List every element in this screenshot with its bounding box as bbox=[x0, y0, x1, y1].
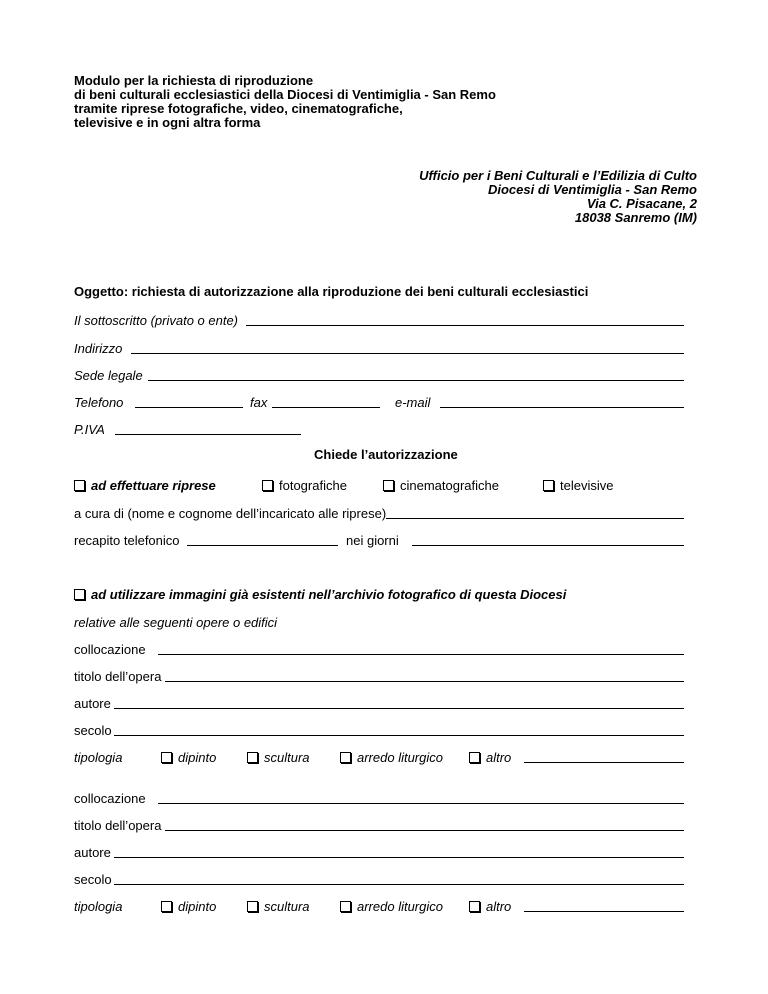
autore-label: autore bbox=[74, 845, 111, 860]
fax-label: fax bbox=[250, 395, 268, 410]
email-field[interactable] bbox=[440, 407, 684, 408]
recapito-label: recapito telefonico bbox=[74, 533, 180, 548]
dipinto-label: dipinto bbox=[178, 899, 217, 914]
fotografiche-label: fotografiche bbox=[279, 478, 347, 493]
autore-label: autore bbox=[74, 696, 111, 711]
telefono-label: Telefono bbox=[74, 395, 124, 410]
checkbox-icon bbox=[469, 901, 480, 912]
collocazione-field[interactable] bbox=[158, 654, 684, 655]
arredo-liturgico-label: arredo liturgico bbox=[357, 899, 443, 914]
office-line-1: Ufficio per i Beni Culturali e l’Edilizia di Culto bbox=[419, 168, 697, 183]
secolo-field[interactable] bbox=[114, 735, 684, 736]
office-line-2: Diocesi di Ventimiglia - San Remo bbox=[487, 182, 697, 197]
scultura-label: scultura bbox=[264, 899, 310, 914]
autore-field[interactable] bbox=[114, 857, 684, 858]
titolo-label: titolo dell’opera bbox=[74, 669, 162, 684]
checkbox-icon bbox=[74, 480, 85, 491]
altro-field[interactable] bbox=[524, 911, 684, 912]
secolo-field[interactable] bbox=[114, 884, 684, 885]
checkbox-icon bbox=[247, 901, 258, 912]
checkbox-icon bbox=[262, 480, 273, 491]
checkbox-icon bbox=[469, 752, 480, 763]
piva-field[interactable] bbox=[115, 434, 301, 435]
option-cinematografiche[interactable] bbox=[383, 478, 499, 494]
altro-label: altro bbox=[486, 750, 512, 765]
cinematografiche-label: cinematografiche bbox=[400, 478, 499, 493]
email-label: e-mail bbox=[395, 395, 431, 410]
office-line-3: Via C. Pisacane, 2 bbox=[586, 196, 697, 211]
checkbox-icon bbox=[340, 752, 351, 763]
telefono-field[interactable] bbox=[135, 407, 243, 408]
checkbox-icon bbox=[340, 901, 351, 912]
option-arredo-liturgico[interactable] bbox=[340, 899, 443, 915]
indirizzo-field[interactable] bbox=[131, 353, 684, 354]
altro-label: altro bbox=[486, 899, 512, 914]
scultura-label: scultura bbox=[264, 750, 310, 765]
checkbox-icon bbox=[247, 752, 258, 763]
option-altro[interactable] bbox=[469, 899, 511, 915]
checkbox-icon bbox=[74, 589, 85, 600]
collocazione-label: collocazione bbox=[74, 642, 146, 657]
sottoscritto-field[interactable] bbox=[246, 325, 684, 326]
sottoscritto-label: Il sottoscritto (privato o ente) bbox=[74, 313, 239, 328]
chiede-heading: Chiede l’autorizzazione bbox=[314, 447, 458, 462]
piva-label: P.IVA bbox=[74, 422, 105, 437]
recapito-field[interactable] bbox=[187, 545, 338, 546]
option-scultura[interactable] bbox=[247, 899, 310, 915]
form-title-line-3: tramite riprese fotografiche, video, cinematografiche, bbox=[74, 101, 403, 116]
autore-field[interactable] bbox=[114, 708, 684, 709]
altro-field[interactable] bbox=[524, 762, 684, 763]
checkbox-icon bbox=[161, 752, 172, 763]
tipologia-label: tipologia bbox=[74, 750, 123, 765]
a-cura-di-label: a cura di (nome e cognome dell’incaricato alle riprese) bbox=[74, 506, 387, 521]
nei-giorni-field[interactable] bbox=[412, 545, 684, 546]
arredo-liturgico-label: arredo liturgico bbox=[357, 750, 443, 765]
a-cura-di-field[interactable] bbox=[386, 518, 684, 519]
indirizzo-label: Indirizzo bbox=[74, 341, 123, 356]
option-utilizzare-immagini[interactable] bbox=[74, 587, 566, 603]
effettuare-riprese-label: ad effettuare riprese bbox=[91, 478, 216, 493]
form-title-line-1: Modulo per la richiesta di riproduzione bbox=[74, 73, 314, 88]
secolo-label: secolo bbox=[74, 723, 112, 738]
option-altro[interactable] bbox=[469, 750, 511, 766]
sede-legale-label: Sede legale bbox=[74, 368, 143, 383]
form-title-line-4: televisive e in ogni altra forma bbox=[74, 115, 261, 130]
option-effettuare-riprese[interactable] bbox=[74, 478, 216, 494]
nei-giorni-label: nei giorni bbox=[346, 533, 399, 548]
titolo-label: titolo dell’opera bbox=[74, 818, 162, 833]
utilizzare-immagini-label: ad utilizzare immagini già esistenti nell’archivio fotografico di questa Diocesi bbox=[91, 587, 567, 602]
option-dipinto[interactable] bbox=[161, 899, 216, 915]
titolo-field[interactable] bbox=[165, 681, 684, 682]
collocazione-field[interactable] bbox=[158, 803, 684, 804]
option-televisive[interactable] bbox=[543, 478, 613, 494]
option-arredo-liturgico[interactable] bbox=[340, 750, 443, 766]
sede-legale-field[interactable] bbox=[148, 380, 684, 381]
tipologia-label: tipologia bbox=[74, 899, 123, 914]
titolo-field[interactable] bbox=[165, 830, 684, 831]
secolo-label: secolo bbox=[74, 872, 112, 887]
form-title-line-2: di beni culturali ecclesiastici della Diocesi di Ventimiglia - San Remo bbox=[74, 87, 496, 102]
option-scultura[interactable] bbox=[247, 750, 310, 766]
relative-label: relative alle seguenti opere o edifici bbox=[74, 615, 278, 630]
collocazione-label: collocazione bbox=[74, 791, 146, 806]
dipinto-label: dipinto bbox=[178, 750, 217, 765]
fax-field[interactable] bbox=[272, 407, 380, 408]
checkbox-icon bbox=[383, 480, 394, 491]
televisive-label: televisive bbox=[560, 478, 614, 493]
option-dipinto[interactable] bbox=[161, 750, 216, 766]
office-line-4: 18038 Sanremo (IM) bbox=[574, 210, 697, 225]
checkbox-icon bbox=[161, 901, 172, 912]
checkbox-icon bbox=[543, 480, 554, 491]
option-fotografiche[interactable] bbox=[262, 478, 347, 494]
subject-heading: Oggetto: richiesta di autorizzazione alla riproduzione dei beni culturali ecclesiastici bbox=[74, 284, 589, 299]
